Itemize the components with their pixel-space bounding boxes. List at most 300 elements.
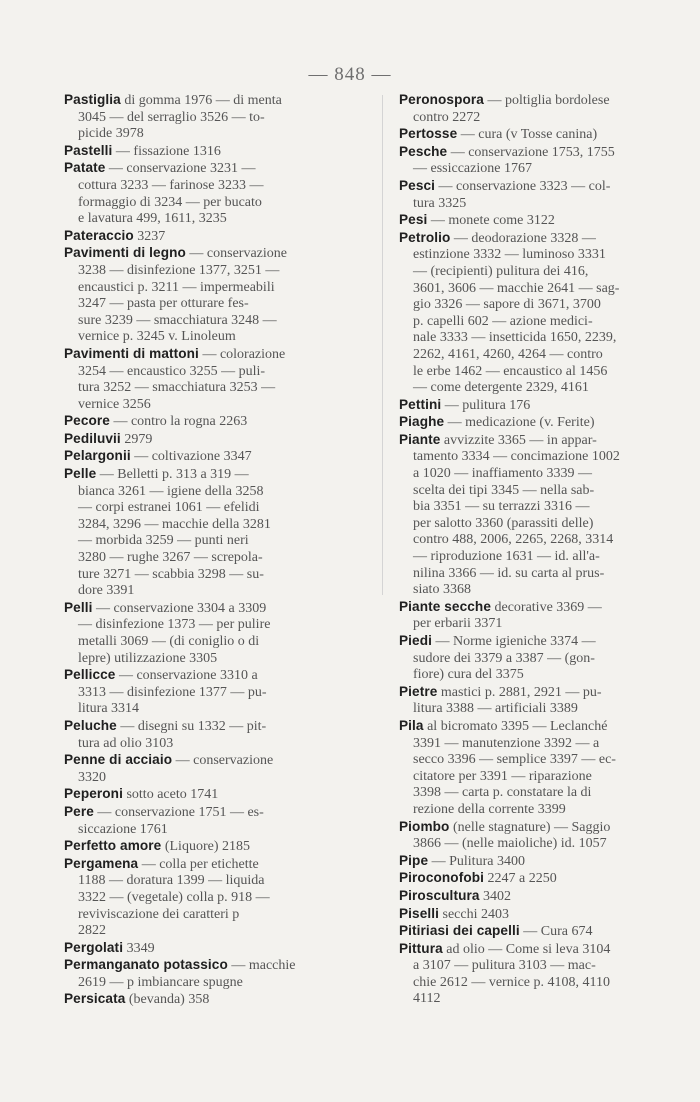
entry-line bbox=[399, 975, 698, 992]
entry-text: — Cura 674 bbox=[519, 924, 593, 940]
index-entry bbox=[399, 126, 698, 144]
entry-text: nale 3333 — insetticida 1650, 2239, bbox=[413, 330, 617, 346]
entry-text: e lavatura 499, 1611, 3235 bbox=[78, 211, 227, 227]
entry-line bbox=[399, 769, 698, 786]
entry-text: rezione della corrente 3399 bbox=[413, 801, 566, 817]
entry-headword: Pastelli bbox=[64, 142, 113, 158]
entry-text: — Norme igieniche 3374 — bbox=[431, 634, 596, 649]
entry-headword: Pesi bbox=[399, 212, 428, 228]
entry-line bbox=[64, 484, 364, 501]
entry-line bbox=[399, 718, 698, 736]
entry-headword: Pellicce bbox=[64, 667, 116, 683]
entry-line bbox=[64, 975, 364, 992]
entry-text: mastici p. 2881, 2921 — pu- bbox=[437, 684, 602, 700]
entry-line bbox=[64, 685, 364, 702]
entry-headword: Pesci bbox=[399, 177, 436, 193]
index-entry bbox=[64, 92, 364, 143]
entry-text: ad olio — Come si leva 3104 bbox=[442, 941, 611, 957]
entry-headword: Patate bbox=[64, 160, 106, 176]
entry-line bbox=[64, 856, 364, 874]
entry-line bbox=[399, 264, 698, 281]
entry-text: — medicazione (v. Ferite) bbox=[444, 415, 595, 431]
entry-text: scelta dei tipi 3345 — nella sab- bbox=[413, 482, 595, 498]
entry-text: — deodorazione 3328 — bbox=[450, 230, 596, 246]
entry-text: secco 3396 — semplice 3397 — ec- bbox=[413, 752, 616, 768]
entry-line bbox=[64, 907, 364, 924]
entry-text: a 1020 — inaffiamento 3339 — bbox=[413, 466, 592, 482]
column-divider bbox=[382, 95, 383, 595]
entry-line bbox=[64, 313, 364, 330]
entry-text: — fissazione 1316 bbox=[112, 143, 221, 159]
entry-line bbox=[399, 144, 698, 162]
entry-text: 3402 bbox=[479, 888, 512, 904]
entry-headword: Petrolio bbox=[399, 229, 451, 245]
entry-line bbox=[64, 228, 364, 246]
entry-text: — coltivazione 3347 bbox=[130, 449, 252, 465]
entry-text: 3398 — carta p. constatare la di bbox=[413, 785, 592, 801]
entry-line bbox=[64, 786, 364, 804]
index-entry bbox=[399, 144, 698, 178]
entry-text: 3349 bbox=[123, 940, 155, 956]
index-entry bbox=[399, 92, 698, 126]
entry-text: — Pulitura 3400 bbox=[428, 853, 525, 869]
entry-headword: Pettini bbox=[399, 396, 442, 412]
entry-text: — pulitura 176 bbox=[441, 397, 531, 413]
entry-line bbox=[64, 634, 364, 651]
entry-text: formaggio di 3234 — per bucato bbox=[78, 194, 262, 210]
entry-headword: Pavimenti di legno bbox=[64, 245, 186, 261]
entry-text: — monete come 3122 bbox=[427, 213, 555, 229]
entry-line bbox=[64, 770, 364, 787]
entry-line bbox=[64, 583, 364, 600]
entry-line bbox=[64, 380, 364, 397]
entry-text: — essiccazione 1767 bbox=[413, 161, 532, 177]
entry-text: 3320 bbox=[78, 769, 106, 785]
entry-line bbox=[64, 940, 364, 958]
entry-line bbox=[64, 195, 364, 212]
index-entry bbox=[64, 838, 364, 856]
entry-headword: Pecore bbox=[64, 413, 110, 429]
entry-text: 3601, 3606 — macchie 2641 — sag- bbox=[413, 280, 620, 296]
index-entry bbox=[64, 346, 364, 413]
entry-line bbox=[399, 701, 698, 718]
entry-text: bia 3351 — su terrazzi 3316 — bbox=[413, 499, 590, 515]
index-entry bbox=[399, 599, 698, 633]
entry-text: 2262, 4161, 4260, 4264 — contro bbox=[413, 346, 603, 362]
entry-line bbox=[399, 958, 698, 975]
entry-line bbox=[64, 736, 364, 753]
index-entry bbox=[64, 718, 364, 752]
entry-text: — conservazione 1753, 1755 bbox=[447, 144, 615, 160]
entry-line bbox=[399, 752, 698, 769]
entry-text: (nelle stagnature) — Saggio bbox=[449, 819, 611, 835]
index-entry bbox=[64, 991, 364, 1009]
entry-line bbox=[399, 483, 698, 500]
entry-line bbox=[399, 836, 698, 853]
entry-text: — disegni su 1332 — pit- bbox=[116, 718, 267, 734]
entry-text: 2979 bbox=[120, 431, 153, 447]
entry-line bbox=[64, 397, 364, 414]
entry-text: — conservazione 3231 — bbox=[105, 161, 256, 177]
entry-headword: Pertosse bbox=[399, 126, 458, 142]
entry-line bbox=[64, 838, 364, 856]
index-entry bbox=[64, 804, 364, 838]
entry-line bbox=[399, 466, 698, 483]
entry-text: 2247 a 2250 bbox=[484, 871, 557, 887]
entry-text: vernice p. 3245 v. Linoleum bbox=[78, 329, 236, 345]
entry-line bbox=[399, 281, 698, 298]
entry-line bbox=[64, 567, 364, 584]
entry-text: encaustici p. 3211 — impermeabili bbox=[78, 279, 275, 295]
entry-line bbox=[64, 957, 364, 975]
entry-text: — corpi estranei 1061 — efelidi bbox=[78, 500, 260, 516]
entry-text: chie 2612 — vernice p. 4108, 4110 bbox=[413, 974, 610, 990]
entry-text: (Liquore) 2185 bbox=[161, 839, 250, 855]
page-number: — 848 — bbox=[308, 64, 392, 85]
index-entry bbox=[64, 228, 364, 246]
entry-line bbox=[399, 684, 698, 702]
entry-line bbox=[399, 161, 698, 178]
entry-line bbox=[399, 802, 698, 819]
entry-line bbox=[64, 617, 364, 634]
entry-text: gio 3326 — sapore di 3671, 3700 bbox=[413, 297, 601, 313]
entry-text: 3322 — (vegetale) colla p. 918 — bbox=[78, 889, 270, 905]
entry-line bbox=[64, 667, 364, 685]
entry-text: a 3107 — pulitura 3103 — mac- bbox=[413, 958, 596, 974]
entry-text: citatore per 3391 — riparazione bbox=[413, 768, 592, 784]
entry-line bbox=[64, 160, 364, 178]
index-entry bbox=[399, 923, 698, 941]
entry-line bbox=[64, 923, 364, 940]
entry-text: 3391 — manutenzione 3392 — a bbox=[413, 735, 600, 751]
index-entry bbox=[399, 178, 698, 212]
entry-text: sudore dei 3379 a 3387 — (gon- bbox=[413, 650, 595, 666]
entry-line bbox=[64, 280, 364, 297]
entry-headword: Pesche bbox=[399, 143, 448, 159]
index-entry bbox=[64, 752, 364, 786]
entry-text: — contro la rogna 2263 bbox=[109, 414, 248, 430]
entry-line bbox=[64, 991, 364, 1009]
index-entry bbox=[64, 940, 364, 958]
entry-text: vernice 3256 bbox=[78, 396, 151, 412]
index-entry bbox=[64, 600, 364, 667]
entry-line bbox=[64, 550, 364, 567]
entry-text: 3254 — encaustico 3255 — puli- bbox=[78, 363, 266, 379]
entry-text: — conservazione 3304 a 3309 bbox=[92, 600, 267, 616]
entry-text: — conservazione 3310 a bbox=[115, 668, 258, 684]
entry-line bbox=[64, 92, 364, 110]
entry-headword: Pastiglia bbox=[64, 92, 121, 107]
entry-text: picide 3978 bbox=[78, 126, 144, 142]
entry-text: bianca 3261 — igiene della 3258 bbox=[78, 483, 264, 499]
index-entry bbox=[64, 413, 364, 431]
index-entry bbox=[64, 856, 364, 940]
entry-line bbox=[64, 533, 364, 550]
index-entry bbox=[399, 853, 698, 871]
entry-line bbox=[64, 245, 364, 263]
entry-line bbox=[399, 414, 698, 432]
entry-line bbox=[399, 941, 698, 959]
entry-line bbox=[399, 853, 698, 871]
entry-line bbox=[399, 330, 698, 347]
entry-line bbox=[64, 431, 364, 449]
entry-line bbox=[399, 126, 698, 144]
entry-line bbox=[64, 211, 364, 228]
entry-line bbox=[399, 549, 698, 566]
index-entry bbox=[399, 684, 698, 718]
entry-line bbox=[399, 667, 698, 684]
index-entry bbox=[64, 786, 364, 804]
entry-line bbox=[64, 890, 364, 907]
entry-text: — come detergente 2329, 4161 bbox=[413, 380, 589, 396]
entry-headword: Piombo bbox=[399, 818, 450, 834]
entry-text: — conservazione 1751 — es- bbox=[93, 804, 264, 820]
entry-line bbox=[399, 906, 698, 924]
entry-line bbox=[399, 212, 698, 230]
entry-headword: Piedi bbox=[399, 633, 432, 648]
entry-headword: Pelargonii bbox=[64, 448, 131, 464]
entry-line bbox=[399, 582, 698, 599]
entry-text: 3866 — (nelle maioliche) id. 1057 bbox=[413, 836, 607, 852]
left-column bbox=[64, 92, 364, 1009]
entry-headword: Pipe bbox=[399, 852, 429, 868]
entry-headword: Peronospora bbox=[399, 92, 484, 107]
entry-line bbox=[64, 143, 364, 161]
entry-line bbox=[399, 397, 698, 415]
entry-headword: Permanganato potassico bbox=[64, 957, 228, 973]
entry-line bbox=[64, 296, 364, 313]
entry-line bbox=[399, 178, 698, 196]
index-entry bbox=[64, 245, 364, 346]
index-entry bbox=[64, 143, 364, 161]
entry-line bbox=[399, 347, 698, 364]
entry-line bbox=[399, 364, 698, 381]
entry-text: — poltiglia bordolese bbox=[483, 93, 610, 108]
entry-text: 4112 bbox=[413, 991, 441, 1007]
entry-headword: Pietre bbox=[399, 683, 438, 699]
index-entry bbox=[399, 633, 698, 684]
entry-line bbox=[64, 804, 364, 822]
entry-text: ture 3271 — scabbia 3298 — su- bbox=[78, 566, 264, 582]
entry-text: contro 2272 bbox=[413, 109, 481, 125]
entry-text: — morbida 3259 — punti neri bbox=[78, 533, 249, 549]
index-entry bbox=[64, 431, 364, 449]
entry-line bbox=[399, 314, 698, 331]
entry-text: fiore) cura del 3375 bbox=[413, 667, 524, 683]
entry-line bbox=[399, 297, 698, 314]
entry-headword: Penne di acciaio bbox=[64, 752, 173, 768]
index-entry bbox=[64, 466, 364, 600]
entry-headword: Peperoni bbox=[64, 786, 123, 802]
entry-line bbox=[64, 701, 364, 718]
entry-text: 1188 — doratura 1399 — liquida bbox=[78, 873, 265, 889]
entry-line bbox=[64, 448, 364, 466]
entry-line bbox=[399, 516, 698, 533]
entry-text: — cura (v Tosse canina) bbox=[457, 127, 598, 143]
entry-line bbox=[399, 888, 698, 906]
entry-headword: Piroconofobi bbox=[399, 870, 485, 886]
entry-line bbox=[64, 822, 364, 839]
entry-line bbox=[399, 633, 698, 651]
entry-headword: Pitiriasi dei capelli bbox=[399, 923, 520, 939]
entry-text: secchi 2403 bbox=[439, 906, 509, 922]
index-entry bbox=[399, 906, 698, 924]
entry-line bbox=[399, 230, 698, 248]
index-entry bbox=[64, 448, 364, 466]
entry-text: sure 3239 — smacchiatura 3248 — bbox=[78, 312, 277, 328]
entry-text: 3280 — rughe 3267 — screpola- bbox=[78, 550, 263, 566]
entry-text: p. capelli 602 — azione medici- bbox=[413, 313, 593, 329]
index-entry bbox=[64, 160, 364, 227]
entry-headword: Pelli bbox=[64, 599, 93, 615]
entry-headword: Pergolati bbox=[64, 939, 124, 955]
entry-line bbox=[64, 752, 364, 770]
entry-line bbox=[399, 736, 698, 753]
entry-text: estinzione 3332 — luminoso 3331 bbox=[413, 247, 606, 263]
entry-headword: Pateraccio bbox=[64, 227, 134, 243]
index-entry bbox=[399, 212, 698, 230]
entry-text: siccazione 1761 bbox=[78, 821, 168, 837]
entry-text: — disinfezione 1373 — per pulire bbox=[78, 617, 271, 633]
entry-line bbox=[64, 466, 364, 484]
entry-text: — macchie bbox=[227, 958, 296, 974]
entry-headword: Pergamena bbox=[64, 855, 139, 871]
entry-headword: Perfetto amore bbox=[64, 838, 162, 854]
entry-text: reviviscazione dei caratteri p bbox=[78, 906, 240, 922]
entry-text: litura 3388 — artificiali 3389 bbox=[413, 701, 578, 717]
entry-line bbox=[64, 178, 364, 195]
entry-text: siato 3368 bbox=[413, 582, 471, 598]
entry-headword: Pila bbox=[399, 717, 424, 733]
entry-text: litura 3314 bbox=[78, 701, 140, 717]
entry-line bbox=[399, 449, 698, 466]
entry-text: avvizzite 3365 — in appar- bbox=[440, 432, 597, 448]
entry-line bbox=[64, 364, 364, 381]
entry-headword: Piaghe bbox=[399, 414, 445, 430]
index-entry bbox=[64, 957, 364, 991]
entry-line bbox=[399, 110, 698, 127]
entry-headword: Pere bbox=[64, 803, 94, 819]
entry-line bbox=[64, 413, 364, 431]
index-entry bbox=[399, 230, 698, 397]
entry-text: le erbe 1462 — encaustico al 1456 bbox=[413, 363, 608, 379]
entry-headword: Persicata bbox=[64, 991, 126, 1007]
index-entry bbox=[399, 718, 698, 819]
entry-text: — colorazione bbox=[198, 346, 286, 362]
entry-text: dore 3391 bbox=[78, 583, 135, 599]
entry-text: cottura 3233 — farinose 3233 — bbox=[78, 177, 264, 193]
entry-line bbox=[64, 263, 364, 280]
entry-line bbox=[64, 651, 364, 668]
entry-line bbox=[64, 346, 364, 364]
entry-text: tamento 3334 — concimazione 1002 bbox=[413, 449, 620, 465]
entry-text: tura ad olio 3103 bbox=[78, 735, 174, 751]
index-entry bbox=[64, 667, 364, 718]
entry-text: contro 488, 2006, 2265, 2268, 3314 bbox=[413, 532, 614, 548]
index-entry bbox=[399, 397, 698, 415]
entry-text: (bevanda) 358 bbox=[125, 992, 210, 1008]
entry-text: 2619 — p imbiancare spugne bbox=[78, 974, 243, 990]
entry-text: lepre) utilizzazione 3305 bbox=[78, 650, 218, 666]
entry-headword: Pavimenti di mattoni bbox=[64, 345, 199, 361]
entry-text: 3313 — disinfezione 1377 — pu- bbox=[78, 684, 267, 700]
entry-headword: Pediluvii bbox=[64, 430, 121, 446]
index-entry bbox=[399, 941, 698, 1008]
entry-text: tura 3325 bbox=[413, 195, 467, 211]
entry-line bbox=[399, 92, 698, 110]
entry-headword: Pelle bbox=[64, 466, 97, 482]
entry-text: — colla per etichette bbox=[138, 856, 259, 872]
entry-text: 3237 bbox=[133, 228, 166, 244]
entry-text: sotto aceto 1741 bbox=[122, 787, 219, 803]
entry-headword: Pittura bbox=[399, 940, 443, 956]
entry-line bbox=[399, 196, 698, 213]
entry-headword: Piselli bbox=[399, 905, 439, 921]
entry-text: — Belletti p. 313 a 319 — bbox=[96, 467, 249, 483]
entry-line bbox=[64, 873, 364, 890]
entry-line bbox=[399, 432, 698, 450]
entry-line bbox=[64, 718, 364, 736]
entry-text: metalli 3069 — (di coniglio o di bbox=[78, 634, 260, 649]
entry-text: — riproduzione 1631 — id. all'a- bbox=[413, 549, 600, 565]
entry-line bbox=[64, 329, 364, 346]
entry-headword: Piroscultura bbox=[399, 887, 480, 903]
entry-line bbox=[399, 923, 698, 941]
entry-text: 3238 — disinfezione 1377, 3251 — bbox=[78, 262, 280, 278]
entry-text: — conservazione bbox=[172, 753, 274, 769]
entry-line bbox=[399, 991, 698, 1008]
entry-text: per erbarii 3371 bbox=[413, 616, 503, 632]
index-entry bbox=[399, 819, 698, 853]
entry-text: decorative 3369 — bbox=[490, 599, 602, 615]
right-column bbox=[399, 92, 698, 1008]
entry-text: per salotto 3360 (parassiti delle) bbox=[413, 515, 594, 531]
entry-text: di gomma 1976 — di menta bbox=[120, 93, 282, 108]
entry-line bbox=[64, 500, 364, 517]
entry-text: nilina 3366 — id. su carta al prus- bbox=[413, 565, 605, 581]
entry-text: 3284, 3296 — macchie della 3281 bbox=[78, 516, 271, 532]
entry-line bbox=[64, 126, 364, 143]
entry-headword: Piante secche bbox=[399, 598, 491, 614]
index-entry bbox=[399, 414, 698, 432]
index-entry bbox=[399, 870, 698, 888]
entry-text: — conservazione bbox=[185, 246, 287, 262]
entry-text: 3045 — del serraglio 3526 — to- bbox=[78, 109, 265, 125]
entry-line bbox=[399, 870, 698, 888]
entry-text: al bicromato 3395 — Leclanché bbox=[423, 718, 608, 734]
entry-line bbox=[399, 599, 698, 617]
index-entry bbox=[399, 432, 698, 599]
entry-headword: Peluche bbox=[64, 717, 117, 733]
entry-line bbox=[64, 600, 364, 618]
entry-line bbox=[64, 110, 364, 127]
entry-text: tura 3252 — smacchiatura 3253 — bbox=[78, 380, 276, 396]
entry-line bbox=[399, 499, 698, 516]
entry-line bbox=[399, 819, 698, 837]
entry-line bbox=[399, 566, 698, 583]
entry-text: 2822 bbox=[78, 923, 106, 939]
entry-line bbox=[399, 785, 698, 802]
entry-text: — conservazione 3323 — col- bbox=[435, 178, 611, 194]
entry-text: — (recipienti) pulitura dei 416, bbox=[413, 263, 589, 279]
entry-headword: Piante bbox=[399, 431, 441, 447]
entry-line bbox=[399, 616, 698, 633]
entry-line bbox=[399, 247, 698, 264]
index-entry bbox=[399, 888, 698, 906]
entry-text: 3247 — pasta per otturare fes- bbox=[78, 296, 249, 312]
entry-line bbox=[399, 532, 698, 549]
entry-line bbox=[64, 517, 364, 534]
